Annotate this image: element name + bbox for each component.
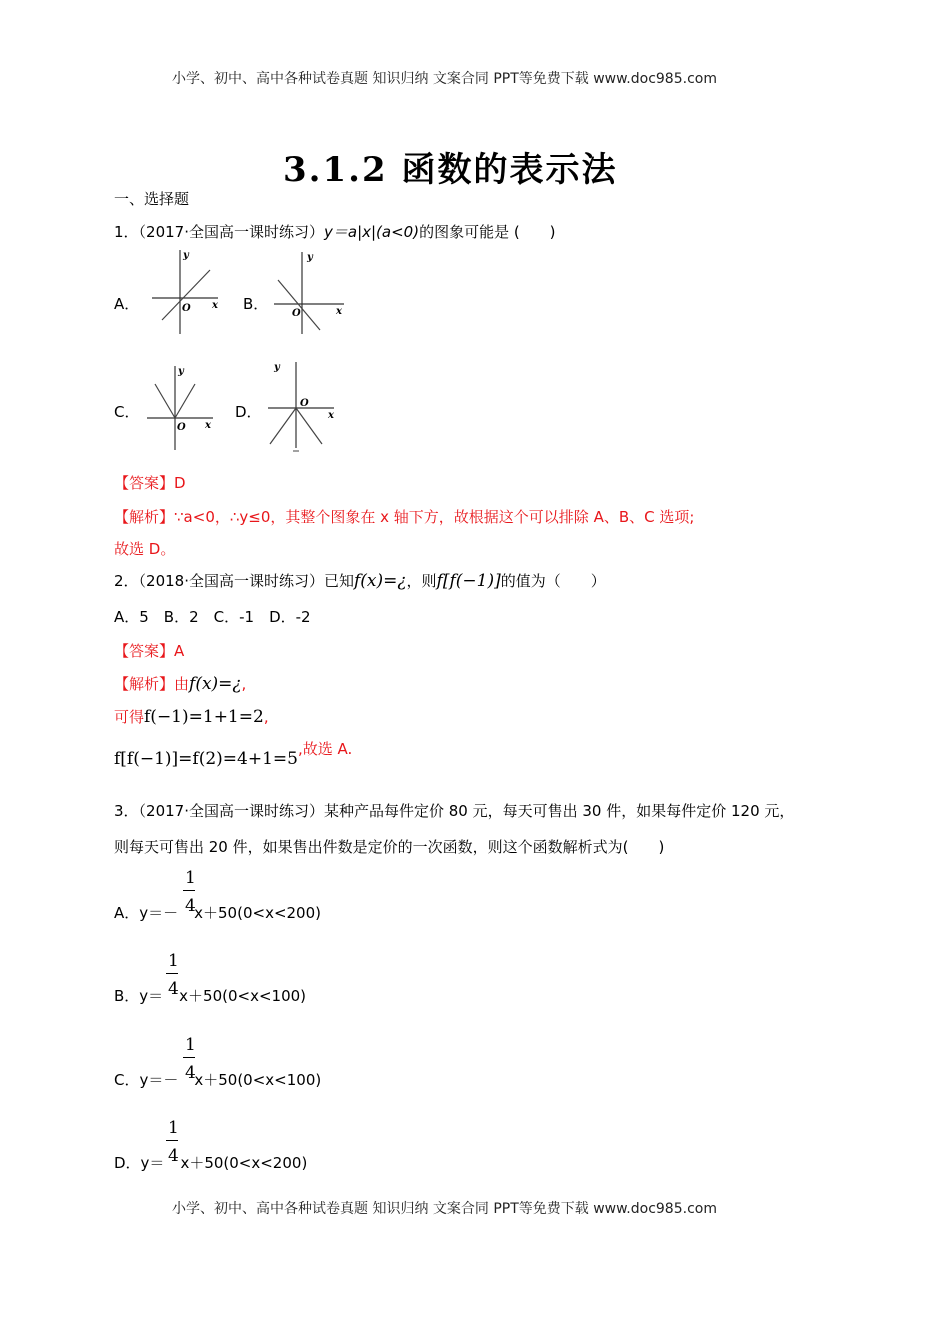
q2-analysis: 【解析】由f(x)=¿, — [114, 674, 247, 694]
q1-graph-a — [150, 248, 222, 336]
q2-stem: 2．（2018·全国高一课时练习）已知f(x)=¿，则f[f(−1)]的值为（ ） — [114, 571, 606, 591]
q1-graph-c — [145, 364, 217, 454]
svg-text:O: O — [177, 422, 186, 433]
q2-analysis-line3: f[f(−1)]=f(2)=4+1=5,故选 A. — [114, 740, 353, 769]
q1-graph-b — [272, 250, 347, 336]
page-header: 小学、初中、高中各种试卷真题 知识归纳 文案合同 PPT等免费下载 www.doc985.com — [172, 71, 717, 87]
svg-text:y: y — [178, 366, 184, 377]
svg-text:O: O — [300, 398, 309, 409]
q3-option-b-numerator: 1 — [168, 951, 179, 971]
q3-option-d-numerator: 1 — [168, 1118, 179, 1138]
q3-stem-line2: 则每天可售出 20 件，如果售出件数是定价的一次函数，则这个函数解析式为( ) — [114, 838, 665, 856]
q1-option-a-label: A． — [114, 295, 140, 313]
svg-text:x: x — [205, 420, 211, 431]
q3-option-c: C．y＝－ x＋50(0<x<100) — [114, 1071, 322, 1089]
q3-option-a: A．y＝－ x＋50(0<x<200) — [114, 904, 321, 922]
q1-analysis-tail: 故选 D。 — [114, 540, 176, 558]
svg-text:y: y — [183, 250, 189, 261]
q3-option-d-fraction-bar — [166, 1140, 178, 1141]
svg-text:x: x — [328, 410, 334, 421]
q3-option-a-fraction-bar — [183, 890, 195, 891]
q1-graph-d — [266, 360, 338, 454]
q3-stem-line1: 3．（2017·全国高一课时练习）某种产品每件定价 80 元，每天可售出 30 件，如果每件定价 120 元， — [114, 802, 795, 820]
svg-text:O: O — [182, 303, 191, 314]
svg-text:O: O — [292, 308, 301, 319]
q1-stem: 1．（2017·全国高一课时练习）y＝a|x|(a<0)的图象可能是 ( ) — [114, 223, 556, 241]
svg-text:y: y — [307, 252, 313, 263]
q3-option-d: D．y＝ x＋50(0<x<200) — [114, 1154, 308, 1172]
svg-text:x: x — [212, 300, 218, 311]
svg-text:y: y — [274, 362, 280, 373]
q3-option-b-fraction-bar — [166, 973, 178, 974]
q1-analysis: 【解析】∵a<0，∴y≤0，其整个图象在 x 轴下方，故根据这个可以排除 A、B、C 选项; — [114, 508, 695, 526]
page-footer: 小学、初中、高中各种试卷真题 知识归纳 文案合同 PPT等免费下载 www.doc985.com — [172, 1201, 717, 1217]
q1-answer: 【答案】D — [114, 474, 186, 492]
section-heading: 一、选择题 — [114, 190, 190, 208]
q2-options: A．5 B．2 C．-1 D．-2 — [114, 608, 311, 626]
q3-option-c-fraction-bar — [183, 1057, 195, 1058]
q3-option-c-denominator: 4 — [185, 1063, 196, 1083]
q3-option-a-numerator: 1 — [185, 868, 196, 888]
q1-option-b-label: B． — [243, 295, 269, 313]
q3-option-b: B．y＝ x＋50(0<x<100) — [114, 987, 307, 1005]
page-title: 3.1.2 函数的表示法 — [283, 150, 618, 190]
q1-option-c-label: C． — [114, 403, 140, 421]
q1-option-d-label: D． — [235, 403, 262, 421]
q2-answer: 【答案】A — [114, 642, 185, 660]
q3-option-a-denominator: 4 — [185, 896, 196, 916]
q2-analysis-line2: 可得f(−1)=1+1=2, — [114, 707, 269, 727]
q3-option-d-denominator: 4 — [168, 1146, 179, 1166]
q3-option-b-denominator: 4 — [168, 979, 179, 999]
q3-option-c-numerator: 1 — [185, 1035, 196, 1055]
svg-text:x: x — [336, 306, 342, 317]
